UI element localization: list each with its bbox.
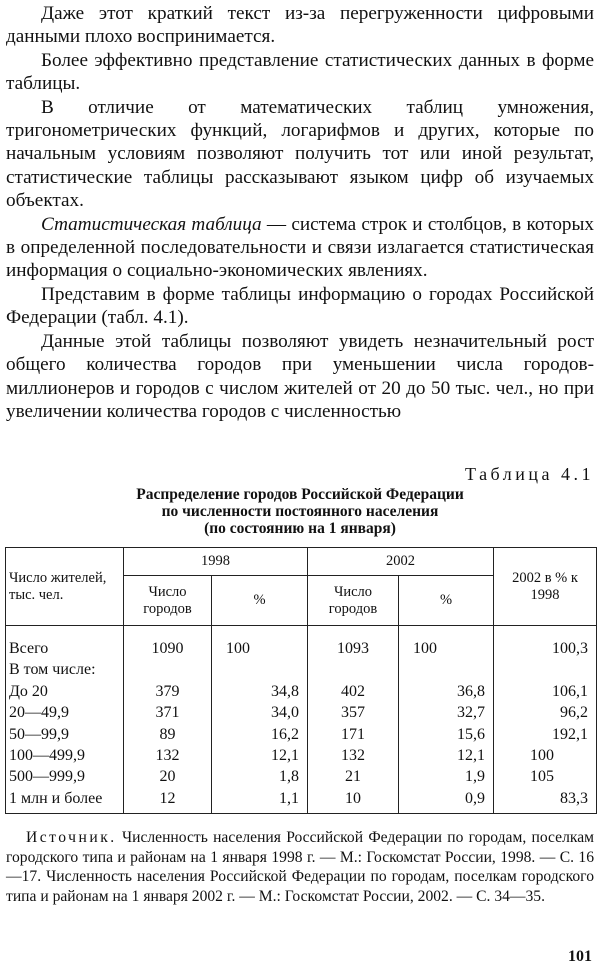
table-row	[6, 745, 597, 766]
caption-line: Распределение городов Российской Федерации	[136, 486, 464, 503]
pct-1998: 34,8	[212, 681, 308, 702]
change-pct: 106,1	[494, 681, 597, 702]
table-row	[6, 724, 597, 745]
source-paragraph	[6, 828, 594, 906]
paragraph: Более эффективно представление статистических данных в форме таблицы.	[6, 49, 594, 95]
table-row	[6, 659, 597, 680]
header-row-label: Число жителей, тыс. чел.	[6, 548, 124, 626]
change-pct: 105	[494, 766, 597, 787]
count-2002: 132	[308, 745, 399, 766]
count-1998: 12	[124, 788, 212, 814]
count-2002: 10	[308, 788, 399, 814]
table-row	[6, 681, 597, 702]
count-1998: 379	[124, 681, 212, 702]
row-label: 1 млн и более	[6, 788, 124, 814]
count-2002: 171	[308, 724, 399, 745]
count-1998: 371	[124, 702, 212, 723]
pct-2002: 15,6	[399, 724, 494, 745]
header-pct-2002: %	[399, 576, 494, 626]
pct-1998: 16,2	[212, 724, 308, 745]
table-source-note	[6, 828, 594, 906]
count-2002: 357	[308, 702, 399, 723]
header-year-1998: 1998	[124, 548, 308, 576]
pct-2002: 1,9	[399, 766, 494, 787]
count-2002: 21	[308, 766, 399, 787]
row-label: В том числе:	[6, 659, 124, 680]
pct-2002: 0,9	[399, 788, 494, 814]
statistics-table	[5, 547, 597, 814]
caption-line: (по состоянию на 1 января)	[204, 520, 396, 537]
change-pct: 96,2	[494, 702, 597, 723]
paragraph: В отличие от математических таблиц умножения, тригонометрических функций, логарифмов и других, которые по начальным условиям позволяют получить тот или иной результат, статистические таблицы рассказывают языком цифр об изучаемых объектах.	[6, 96, 594, 212]
table-row	[6, 702, 597, 723]
table-row	[6, 626, 597, 660]
table-row	[6, 766, 597, 787]
source-text: Численность населения Российской Федерации по городам, поселкам городского типа и районам на 1 января 1998 г. — М.: Госкомстат России, 1998. — С. 16—17. Численность населения Российской Федерации по городам, поселкам городского типа и районам на 1 января 2002 г. — М.: Госкомстат России, 2002. — С. 34—35.	[6, 829, 594, 905]
pct-1998	[212, 659, 308, 680]
page-number: 101	[568, 948, 592, 965]
pct-2002: 32,7	[399, 702, 494, 723]
change-pct: 100	[494, 745, 597, 766]
table-row	[6, 788, 597, 814]
header-count-1998: Число городов	[124, 576, 212, 626]
pct-1998: 100	[212, 626, 308, 660]
table-number: Таблица 4.1	[465, 464, 594, 484]
count-2002: 402	[308, 681, 399, 702]
row-label: 20—49,9	[6, 702, 124, 723]
count-1998: 89	[124, 724, 212, 745]
pct-1998: 34,0	[212, 702, 308, 723]
pct-1998: 12,1	[212, 745, 308, 766]
header-year-2002: 2002	[308, 548, 494, 576]
header-count-2002: Число городов	[308, 576, 399, 626]
pct-1998: 1,8	[212, 766, 308, 787]
pct-2002	[399, 659, 494, 680]
change-pct: 83,3	[494, 788, 597, 814]
definition-paragraph	[6, 213, 594, 283]
pct-2002: 36,8	[399, 681, 494, 702]
paragraph: Представим в форме таблицы информацию о городах Российской Федерации (табл. 4.1).	[6, 283, 594, 329]
pct-2002: 12,1	[399, 745, 494, 766]
definition-text: — система строк и столбцов, в которых в определенной последовательности и связи излагается статистическая информация о социально-экономических явлениях.	[6, 213, 594, 282]
paragraph: Даже этот краткий текст из-за перегруженности цифровыми данными плохо воспринимается.	[6, 3, 594, 48]
change-pct: 100,3	[494, 626, 597, 660]
paragraph: Данные этой таблицы позволяют увидеть незначительный рост общего количества городов при уменьшении числа городов-миллионеров и городов с числом жителей от 20 до 50 тыс. чел., но при увеличении количества городов с численностью	[6, 330, 594, 422]
row-label: Всего	[6, 626, 124, 660]
count-1998	[124, 659, 212, 680]
header-change: 2002 в % к 1998	[494, 548, 597, 626]
count-1998: 20	[124, 766, 212, 787]
row-label: 100—499,9	[6, 745, 124, 766]
pct-2002: 100	[399, 626, 494, 660]
header-pct-1998: %	[212, 576, 308, 626]
row-label: До 20	[6, 681, 124, 702]
row-label: 500—999,9	[6, 766, 124, 787]
count-1998: 132	[124, 745, 212, 766]
row-label: 50—99,9	[6, 724, 124, 745]
caption-line: по численности постоянного населения	[161, 503, 439, 520]
table-caption	[0, 486, 600, 537]
count-1998: 1090	[124, 626, 212, 660]
count-2002: 1093	[308, 626, 399, 660]
count-2002	[308, 659, 399, 680]
change-pct: 192,1	[494, 724, 597, 745]
source-label: Источник.	[26, 829, 117, 846]
change-pct	[494, 659, 597, 680]
defined-term: Статистическая таблица	[41, 213, 262, 235]
body-text	[6, 2, 594, 423]
pct-1998: 1,1	[212, 788, 308, 814]
